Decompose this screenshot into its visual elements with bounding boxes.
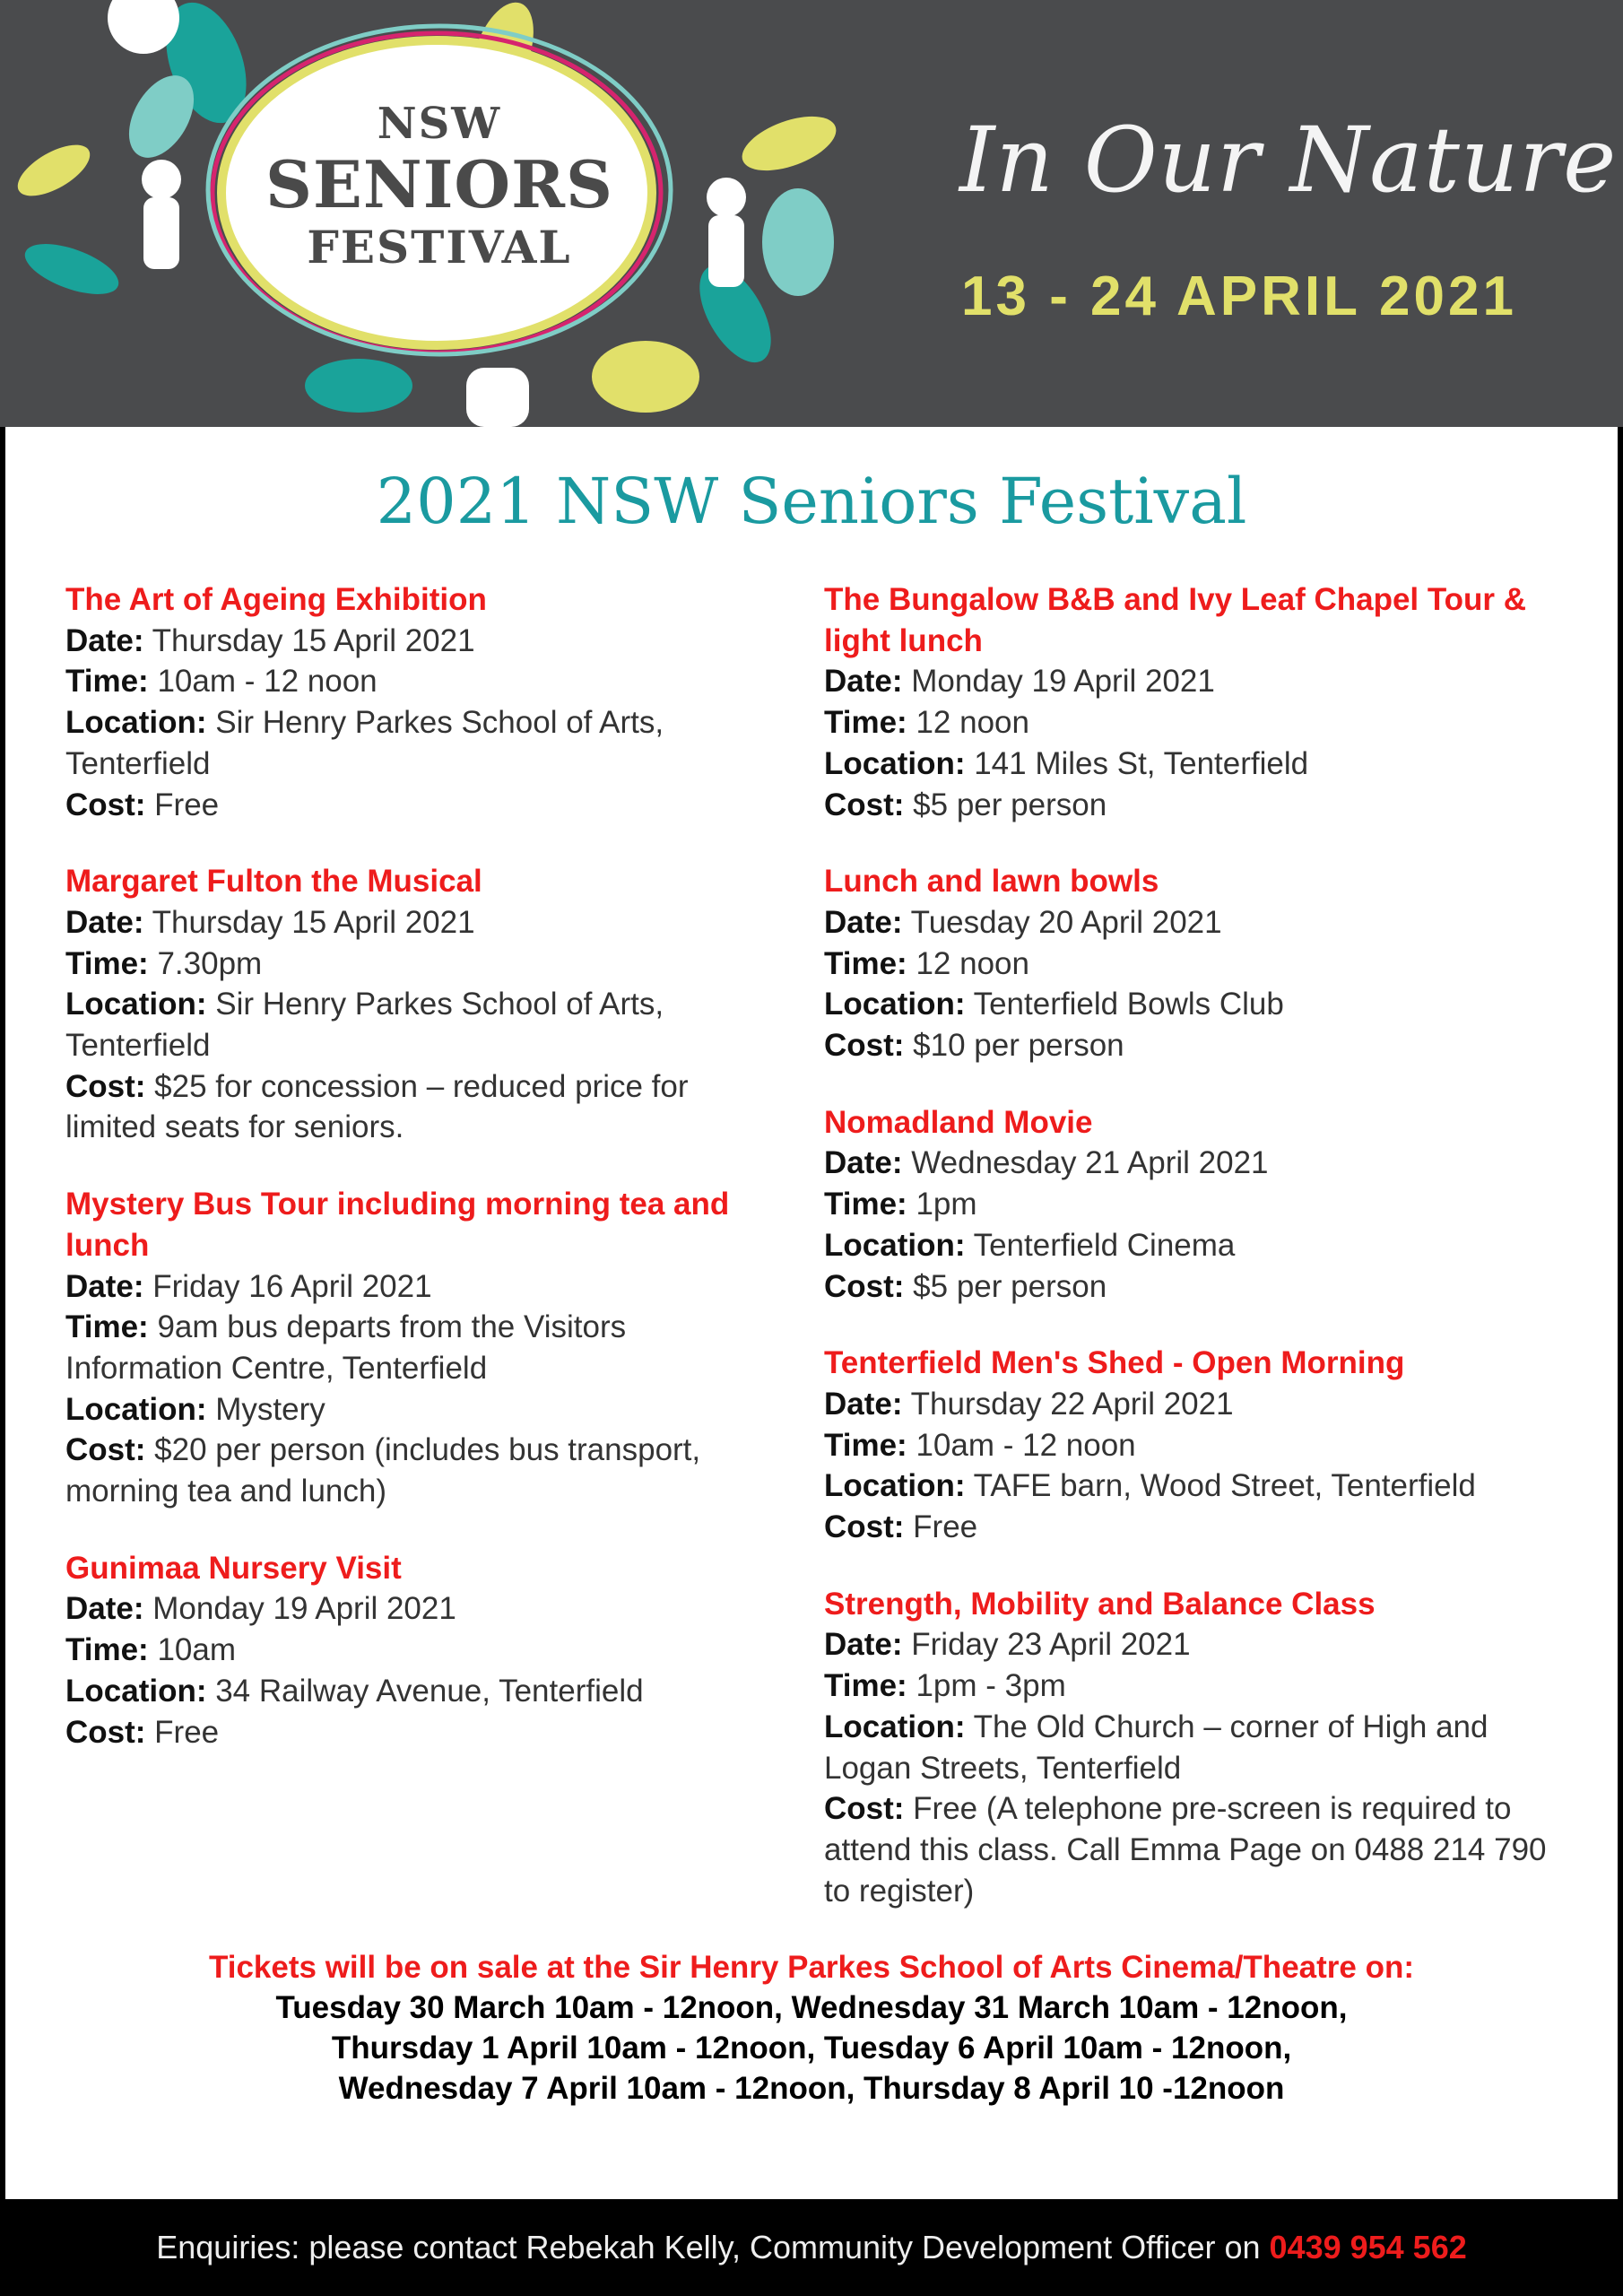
field-value: 7.30pm [157, 945, 263, 981]
event-item [65, 861, 783, 1148]
event-columns [5, 579, 1618, 1911]
field-label: Date: [65, 622, 144, 658]
event-location [824, 1707, 1577, 1788]
field-label: Date: [65, 1268, 144, 1304]
field-value: 9am bus departs from the Visitors Information Centre, Tenterfield [65, 1309, 627, 1386]
festival-dates: 13 - 24 APRIL 2021 [961, 265, 1517, 327]
field-value: $20 per person (includes bus transport, morning tea and lunch) [65, 1432, 701, 1509]
field-value: Free [154, 1714, 220, 1750]
field-label: Location: [65, 1391, 207, 1427]
event-title: Gunimaa Nursery Visit [65, 1550, 402, 1586]
event-location [824, 744, 1577, 785]
event-listing [5, 427, 1618, 2199]
page-title: 2021 NSW Seniors Festival [376, 465, 1247, 538]
field-value: 141 Miles St, Tenterfield [974, 745, 1309, 781]
event-time [65, 1630, 783, 1671]
field-value: 12 noon [916, 705, 1029, 741]
field-value: 34 Railway Avenue, Tenterfield [215, 1673, 644, 1709]
logo-line: NSW [377, 99, 502, 149]
events-column-right [824, 579, 1577, 1911]
event-date [824, 1624, 1577, 1665]
event-time [824, 1665, 1577, 1707]
field-value: 12 noon [916, 945, 1029, 981]
field-value: Monday 19 April 2021 [152, 1591, 456, 1627]
field-label: Cost: [824, 1268, 905, 1304]
event-time [65, 944, 783, 985]
field-value: 1pm - 3pm [916, 1668, 1066, 1704]
event-cost [65, 785, 783, 826]
field-value: Tenterfield Cinema [973, 1227, 1236, 1263]
event-title: The Art of Ageing Exhibition [65, 582, 487, 617]
event-date [65, 902, 783, 944]
event-time [824, 702, 1577, 744]
event-cost [824, 1788, 1577, 1911]
event-cost [824, 1507, 1577, 1548]
field-value: Wednesday 21 April 2021 [911, 1145, 1269, 1181]
enquiries-text: Enquiries: please contact Rebekah Kelly, Community Development Officer on [156, 2229, 1270, 2266]
ticket-info [5, 1947, 1618, 2109]
field-label: Location: [824, 987, 966, 1022]
event-date [65, 621, 783, 662]
field-label: Date: [824, 1145, 903, 1181]
field-value: Mystery [215, 1391, 325, 1427]
event-location [65, 1389, 783, 1431]
event-cost [65, 1066, 783, 1148]
event-title: Nomadland Movie [824, 1104, 1093, 1140]
ticket-line: Wednesday 7 April 10am - 12noon, Thursday 8 April 10 -12noon [338, 2071, 1285, 2107]
field-label: Date: [65, 904, 144, 940]
field-label: Location: [65, 705, 207, 741]
event-location [65, 984, 783, 1065]
field-value: Sir Henry Parkes School of Arts, Tenterfield [65, 705, 664, 781]
enquiries-phone: 0439 954 562 [1269, 2229, 1467, 2266]
field-label: Time: [824, 1427, 907, 1463]
festival-banner [0, 0, 1623, 427]
enquiries-footer [0, 2199, 1623, 2296]
event-item [824, 579, 1577, 825]
field-label: Time: [65, 1309, 149, 1345]
event-time [824, 1425, 1577, 1466]
event-cost [824, 1266, 1577, 1308]
field-label: Time: [65, 945, 149, 981]
event-cost [824, 1025, 1577, 1066]
event-title: The Bungalow B&B and Ivy Leaf Chapel Tour & light lunch [824, 582, 1527, 658]
field-value: Friday 23 April 2021 [911, 1627, 1191, 1663]
logo-line: SENIORS [265, 146, 613, 222]
event-title: Margaret Fulton the Musical [65, 864, 482, 900]
field-value: 10am - 12 noon [157, 664, 378, 700]
field-label: Cost: [824, 1791, 905, 1827]
event-time [824, 1184, 1577, 1225]
event-item [65, 1184, 783, 1512]
tagline: In Our Nature [959, 108, 1618, 213]
field-value: $10 per person [913, 1028, 1124, 1064]
event-cost [65, 1430, 783, 1511]
event-date [824, 902, 1577, 944]
field-label: Location: [65, 987, 207, 1022]
event-time [65, 661, 783, 702]
event-date [65, 1588, 783, 1630]
event-time [65, 1307, 783, 1388]
event-cost [824, 785, 1577, 826]
field-label: Location: [65, 1673, 207, 1709]
field-label: Cost: [824, 1028, 905, 1064]
field-label: Date: [824, 1386, 903, 1422]
field-value: Thursday 15 April 2021 [152, 622, 475, 658]
field-value: $25 for concession – reduced price for limited seats for seniors. [65, 1068, 689, 1145]
field-label: Cost: [65, 1432, 146, 1468]
field-label: Location: [824, 1709, 966, 1744]
event-title: Tenterfield Men's Shed - Open Morning [824, 1345, 1405, 1381]
field-label: Date: [65, 1591, 144, 1627]
event-location [65, 1671, 783, 1712]
event-item [824, 1343, 1577, 1548]
field-label: Time: [824, 1668, 907, 1704]
field-value: $5 per person [913, 787, 1107, 822]
logo-text [224, 99, 655, 274]
field-value: Thursday 15 April 2021 [152, 904, 475, 940]
field-label: Time: [824, 705, 907, 741]
ticket-line: Thursday 1 April 10am - 12noon, Tuesday 6 April 10am - 12noon, [331, 2031, 1292, 2066]
field-label: Date: [824, 1627, 903, 1663]
event-time [824, 944, 1577, 985]
field-value: Tenterfield Bowls Club [973, 987, 1284, 1022]
event-date [824, 1384, 1577, 1425]
field-value: TAFE barn, Wood Street, Tenterfield [973, 1468, 1476, 1504]
field-value: Thursday 22 April 2021 [910, 1386, 1234, 1422]
field-value: Tuesday 20 April 2021 [910, 904, 1222, 940]
field-value: Free [913, 1509, 978, 1545]
event-item [824, 861, 1577, 1066]
field-value: 1pm [916, 1187, 977, 1222]
event-location [824, 984, 1577, 1025]
events-column-left [65, 579, 783, 1752]
ticket-line: Tuesday 30 March 10am - 12noon, Wednesday 31 March 10am - 12noon, [275, 1990, 1348, 2026]
event-title: Lunch and lawn bowls [824, 864, 1159, 900]
field-value: $5 per person [913, 1268, 1107, 1304]
field-label: Time: [824, 1187, 907, 1222]
event-item [65, 579, 783, 825]
event-item [824, 1584, 1577, 1912]
field-label: Cost: [65, 1714, 146, 1750]
field-value: 10am - 12 noon [916, 1427, 1136, 1463]
field-label: Date: [824, 664, 903, 700]
ticket-heading: Tickets will be on sale at the Sir Henry Parkes School of Arts Cinema/Theatre on: [208, 1950, 1414, 1986]
field-label: Location: [824, 1468, 966, 1504]
event-location [65, 702, 783, 784]
field-label: Cost: [65, 1068, 146, 1104]
field-value: Free [154, 787, 220, 822]
field-value: The Old Church – corner of High and Logan Streets, Tenterfield [824, 1709, 1488, 1786]
event-cost [65, 1712, 783, 1753]
event-title: Strength, Mobility and Balance Class [824, 1586, 1376, 1622]
field-label: Time: [65, 664, 149, 700]
field-label: Location: [824, 745, 966, 781]
event-location [824, 1225, 1577, 1266]
event-item [824, 1102, 1577, 1308]
event-date [824, 1143, 1577, 1184]
field-value: Sir Henry Parkes School of Arts, Tenterfield [65, 987, 664, 1064]
field-value: 10am [157, 1632, 237, 1668]
event-item [65, 1548, 783, 1753]
field-value: Friday 16 April 2021 [152, 1268, 432, 1304]
field-label: Time: [824, 945, 907, 981]
field-label: Cost: [824, 1509, 905, 1545]
field-label: Time: [65, 1632, 149, 1668]
field-value: Free (A telephone pre-screen is required to attend this class. Call Emma Page on 0488 214 790 to register) [824, 1791, 1547, 1909]
field-label: Cost: [65, 787, 146, 822]
field-label: Cost: [824, 787, 905, 822]
field-label: Location: [824, 1227, 966, 1263]
event-location [824, 1465, 1577, 1507]
field-label: Date: [824, 904, 903, 940]
event-date [65, 1266, 783, 1308]
event-title: Mystery Bus Tour including morning tea and lunch [65, 1187, 730, 1263]
logo-line: FESTIVAL [307, 221, 572, 274]
field-value: Monday 19 April 2021 [911, 664, 1215, 700]
event-date [824, 661, 1577, 702]
